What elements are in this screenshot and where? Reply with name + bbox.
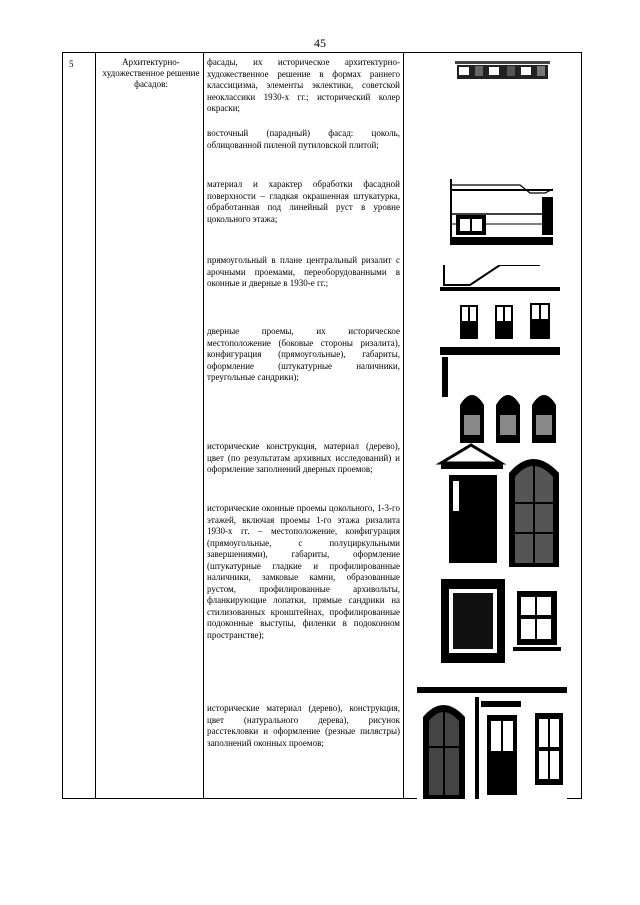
description-block: исторические материал (дерево), конструкция, цвет (натурального дерева), рисунок расстекловки и оформление (резные пилястры) заполнений оконных проемов; bbox=[207, 703, 400, 748]
description-block: фасады, их историческое архитектурно-художественное решение в формах раннего классицизма, элементы эклектики, советской неоклассики 1930-х гг.; исторический колер окраски; bbox=[207, 57, 400, 113]
element-name: Архитектурно-художественное решение фасадов: bbox=[102, 57, 200, 89]
window-filling-photo bbox=[417, 687, 567, 799]
description-block: восточный (парадный) фасад: цоколь, облицованной пиленой путиловской плитой; bbox=[207, 128, 400, 150]
description-block: дверные проемы, их историческое местоположение (боковые стороны ризалита), конфигурация (прямоугольные), габариты, оформление (штукатурные наличники, треугольные сандрики); bbox=[207, 326, 400, 382]
row-number: 5 bbox=[69, 59, 74, 69]
description-block: исторические конструкция, материал (дерево), цвет (по результатам архивных исследований) и оформление заполнений дверных проемов; bbox=[207, 441, 400, 474]
plinth-photo bbox=[450, 179, 553, 245]
facade-strip-photo bbox=[455, 57, 550, 83]
table bbox=[62, 52, 582, 799]
description-block: материал и характер обработки фасадной поверхности – гладкая окрашенная штукатурка, обработанная под линейный руст в уровне цокольного этажа; bbox=[207, 179, 400, 224]
column-divider bbox=[403, 53, 404, 798]
column-divider bbox=[203, 53, 204, 798]
description-block: исторические оконные проемы цокольного, 1-3-го этажей, включая проемы 1-го этажа ризалита 1930-х гг. – местоположение, конфигурация (прямоугольные, с полуциркульными завершениями), габариты, оформление (штукатурные гладкие и профилированные наличники, замковые камни, образованные рустом, профилированные архивольты, фланкирующие лопатки, прямые сандрики на стилизованных кронштейнах, профилированные подоконные выступы, филенки в подоконном пространстве); bbox=[207, 503, 400, 640]
description-block: прямоугольный в плане центральный ризалит с арочными проемами, переоборудованными в оконные и дверные в 1930-е гг.; bbox=[207, 255, 400, 288]
door-pediment-photo bbox=[435, 443, 561, 567]
window-frame-photo bbox=[437, 575, 561, 667]
column-divider bbox=[95, 53, 96, 798]
page-number: 45 bbox=[314, 36, 326, 50]
